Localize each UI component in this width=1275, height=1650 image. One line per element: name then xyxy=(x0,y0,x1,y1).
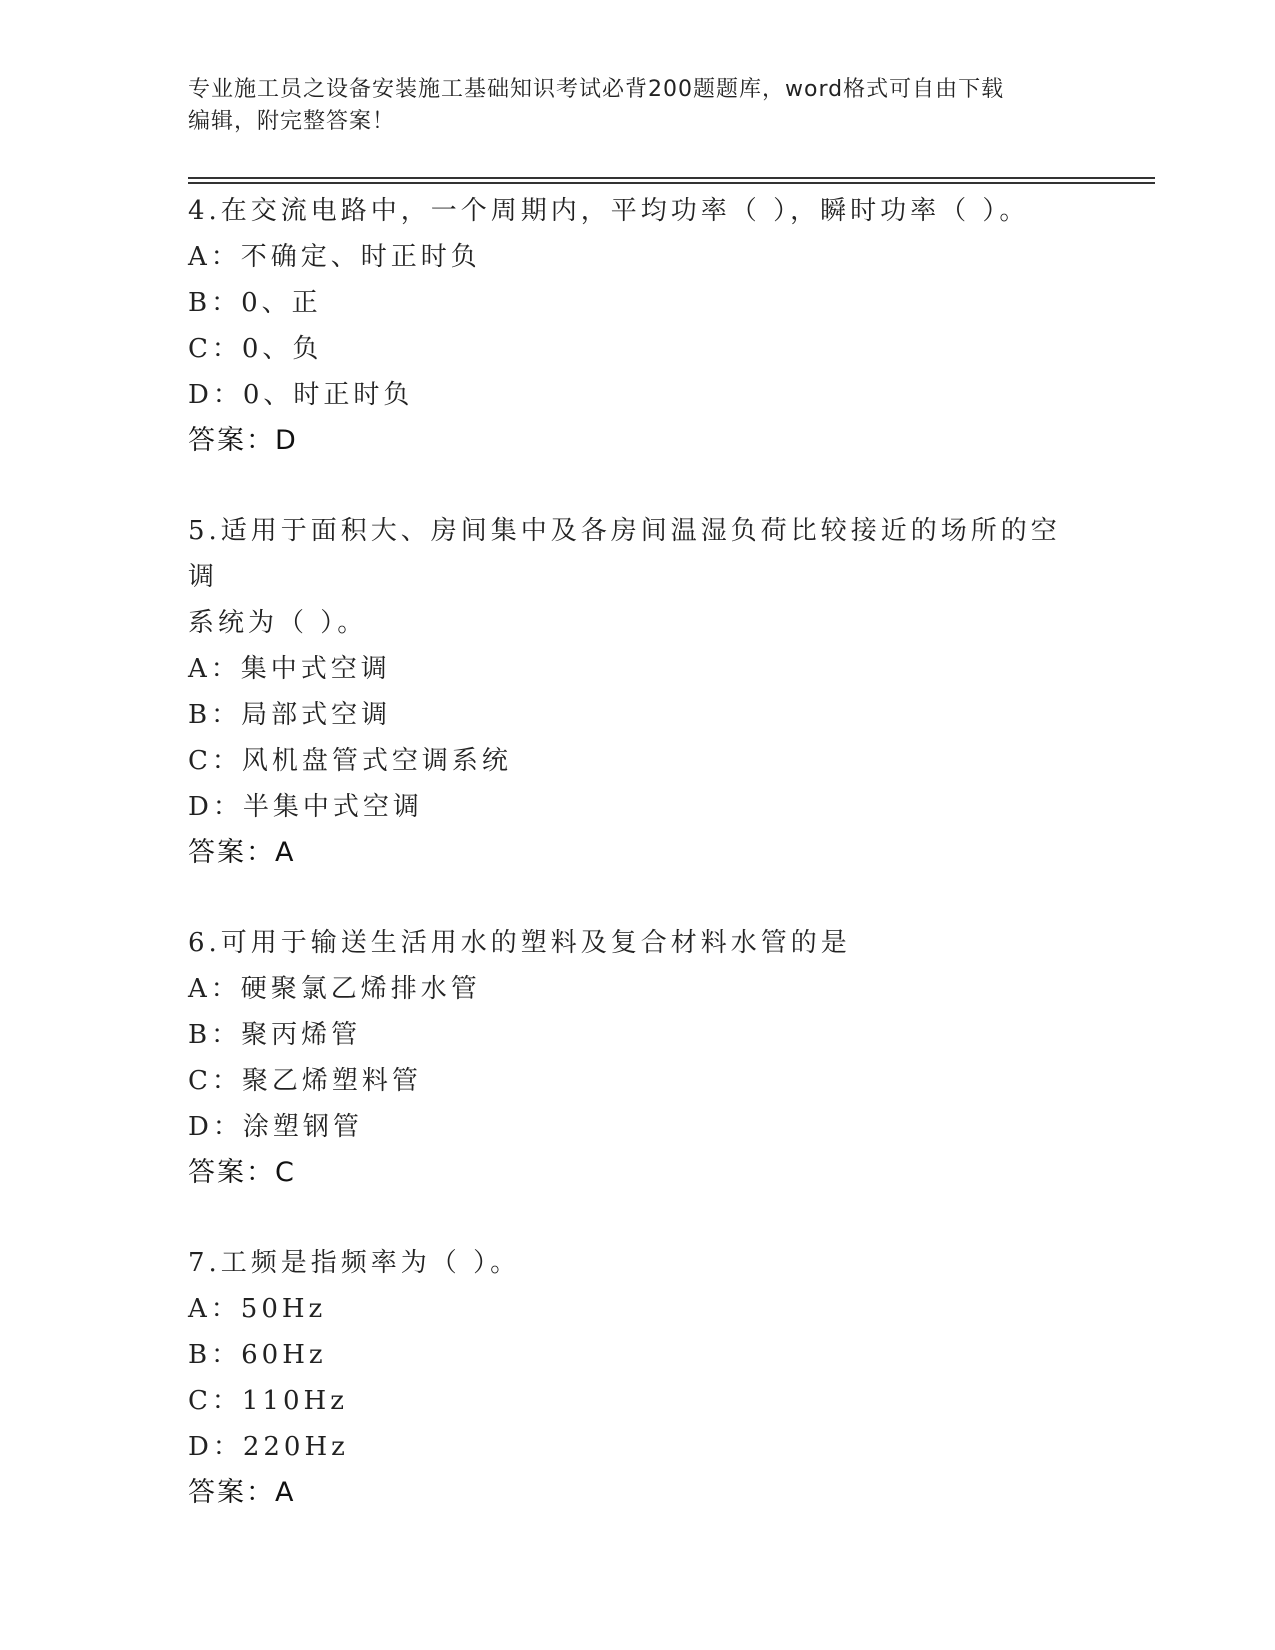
option-b: B：局部式空调 xyxy=(188,700,392,730)
answer-line xyxy=(188,418,1068,464)
option-a: A：不确定、时正时负 xyxy=(188,242,481,272)
option-d: D：220Hz xyxy=(188,1432,349,1462)
answer-line xyxy=(188,830,1068,876)
answer-label: 答案： xyxy=(188,1157,275,1188)
answer-label: 答案： xyxy=(188,837,275,868)
question-text: 6.可用于输送生活用水的塑料及复合材料水管的是 xyxy=(188,928,851,958)
option-a: A：硬聚氯乙烯排水管 xyxy=(188,974,481,1004)
question-6 xyxy=(188,920,1068,1196)
question-text: 5.适用于面积大、房间集中及各房间温湿负荷比较接近的场所的空调 xyxy=(188,516,1061,592)
header-divider-bottom xyxy=(188,182,1155,184)
header-title-line-1: 专业施工员之设备安装施工基础知识考试必背200题题库，word格式可自由下载 xyxy=(188,77,1005,102)
answer-label: 答案： xyxy=(188,1477,275,1508)
header-title-line-2: 编辑，附完整答案！ xyxy=(188,109,396,134)
option-c: C：聚乙烯塑料管 xyxy=(188,1066,422,1096)
document-header xyxy=(188,74,1088,138)
option-d: D：半集中式空调 xyxy=(188,792,423,822)
option-c: C：风机盘管式空调系统 xyxy=(188,746,512,776)
header-divider-top xyxy=(188,177,1155,179)
answer-line xyxy=(188,1470,1068,1516)
answer-value: D xyxy=(275,425,298,456)
option-a: A：集中式空调 xyxy=(188,654,391,684)
option-a: A：50Hz xyxy=(188,1294,327,1324)
option-c: C：110Hz xyxy=(188,1386,348,1416)
question-text-continued: 系统为（ ）。 xyxy=(188,608,368,638)
question-text: 7.工频是指频率为（ ）。 xyxy=(188,1248,521,1278)
option-d: D：0、时正时负 xyxy=(188,380,414,410)
answer-value: A xyxy=(275,837,296,868)
answer-line xyxy=(188,1150,1068,1196)
option-b: B：60Hz xyxy=(188,1340,327,1370)
question-list xyxy=(188,188,1068,1560)
answer-value: C xyxy=(275,1157,296,1188)
option-c: C：0、负 xyxy=(188,334,323,364)
question-4 xyxy=(188,188,1068,464)
answer-value: A xyxy=(275,1477,296,1508)
question-5 xyxy=(188,508,1068,876)
answer-label: 答案： xyxy=(188,425,275,456)
question-text: 4.在交流电路中，一个周期内，平均功率（ ），瞬时功率（ ）。 xyxy=(188,196,1030,226)
option-d: D：涂塑钢管 xyxy=(188,1112,363,1142)
question-7 xyxy=(188,1240,1068,1516)
option-b: B：0、正 xyxy=(188,288,322,318)
option-b: B：聚丙烯管 xyxy=(188,1020,362,1050)
